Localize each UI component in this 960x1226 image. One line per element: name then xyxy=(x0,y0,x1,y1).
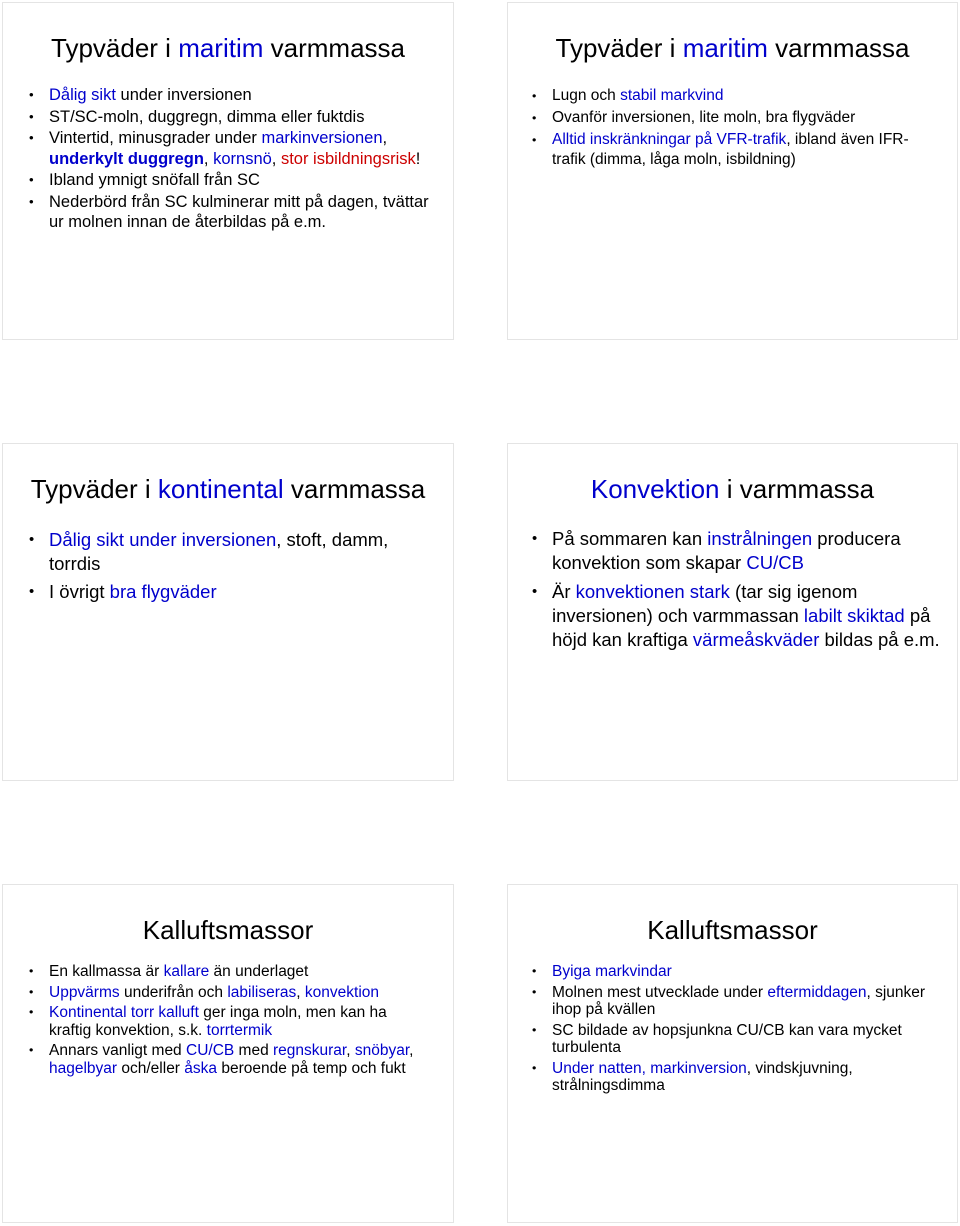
slide-5 xyxy=(2,884,454,1223)
text-run: bildas på e.m. xyxy=(819,629,940,650)
text-run: ! xyxy=(415,149,421,168)
text-run: under inversionen xyxy=(115,86,252,104)
text-run: och/eller xyxy=(117,1059,185,1077)
text-run: Typväder i xyxy=(555,33,683,63)
text-run: Vintertid, minusgrader under xyxy=(49,129,262,147)
slide-title xyxy=(3,915,453,945)
text-run: Typväder i xyxy=(51,33,179,63)
bullet-item xyxy=(29,984,429,1002)
bullet-item xyxy=(532,527,942,575)
text-run: konvektion xyxy=(304,983,380,1001)
text-run: varmmassa xyxy=(283,474,426,504)
text-run: varmmassa xyxy=(263,33,405,63)
text-run: Lugn och xyxy=(552,87,621,104)
text-run: Typväder i xyxy=(30,474,158,504)
text-run: , xyxy=(382,129,388,147)
text-run: torrtermik xyxy=(206,1021,273,1039)
bullet-item xyxy=(532,580,942,652)
text-run: producera konvektion som skapar xyxy=(552,528,901,573)
text-run: Kontinental torr kalluft xyxy=(49,1004,199,1021)
text-run: snöbyar xyxy=(354,1042,410,1059)
bullet-item xyxy=(532,86,942,106)
text-run: Konvektion xyxy=(590,474,720,504)
text-run: kornsnö xyxy=(213,149,272,168)
text-run: ST/SC-moln, duggregn, dimma eller fuktdis xyxy=(49,107,365,126)
text-run: , xyxy=(409,1042,414,1059)
text-run: , xyxy=(203,149,214,168)
text-run: SC bildade av hopsjunkna CU/CB kan vara mycket turbulenta xyxy=(552,1021,902,1056)
text-run: instrålningen xyxy=(707,528,813,549)
text-run: , ibland även IFR-trafik (dimma, låga moln, isbildning) xyxy=(552,131,909,168)
slide-6 xyxy=(507,884,958,1223)
text-run: Är xyxy=(552,581,576,602)
text-run: maritim xyxy=(178,33,264,63)
bullet-list xyxy=(29,963,429,1077)
text-run: CU/CB xyxy=(746,552,804,573)
text-run: kontinental xyxy=(157,474,284,504)
bullet-list xyxy=(532,963,942,1095)
text-run: Byiga markvindar xyxy=(552,963,672,980)
text-run: bra flygväder xyxy=(109,581,217,602)
text-run: Molnen mest utvecklade under xyxy=(552,983,768,1001)
bullet-item xyxy=(29,192,429,233)
text-run: , xyxy=(271,149,281,168)
slide-3 xyxy=(2,443,454,781)
bullet-item xyxy=(29,170,429,191)
text-run: labiliseras xyxy=(227,983,297,1001)
text-run: Uppvärms xyxy=(49,983,120,1001)
text-run: labilt skiktad xyxy=(803,605,905,626)
bullet-list xyxy=(532,527,942,652)
slide-title xyxy=(508,33,957,63)
text-run: konvektionen stark xyxy=(575,581,730,602)
bullet-item xyxy=(29,580,429,604)
text-run: markinversionen xyxy=(261,129,383,147)
slide-title xyxy=(508,915,957,945)
text-run: på höjd kan kraftiga xyxy=(552,605,931,650)
text-run: än underlaget xyxy=(209,963,309,980)
text-run: Nederbörd från SC kulminerar mitt på dagen, tvättar ur molnen innan de återbildas på e.m. xyxy=(49,192,429,231)
text-run: , vindskjuvning, strålningsdimma xyxy=(552,1059,853,1094)
text-run: Ibland ymnigt snöfall från SC xyxy=(49,171,260,189)
text-run: Dålig sikt xyxy=(49,86,116,104)
text-run: CU/CB xyxy=(186,1042,235,1059)
text-run: åska xyxy=(184,1059,218,1077)
bullet-item xyxy=(532,130,942,170)
slide-2 xyxy=(507,2,958,340)
slide-4 xyxy=(507,443,958,781)
bullet-item xyxy=(29,1004,429,1039)
text-run: Alltid inskränkningar på VFR-trafik xyxy=(552,131,787,148)
bullet-item xyxy=(532,984,942,1019)
text-run: Annars vanligt med xyxy=(49,1042,186,1059)
text-run: Dålig sikt under inversionen xyxy=(49,529,277,550)
slide-title xyxy=(3,33,453,63)
bullet-list xyxy=(29,528,429,604)
text-run: Kalluftsmassor xyxy=(142,915,314,945)
text-run: hagelbyar xyxy=(49,1059,118,1077)
text-run: , sjunker ihop på kvällen xyxy=(552,983,926,1018)
text-run: underifrån och xyxy=(119,983,228,1001)
text-run: eftermiddagen xyxy=(767,983,867,1001)
text-run: stor isbildningsrisk xyxy=(280,149,416,168)
bullet-item xyxy=(532,1022,942,1057)
bullet-item xyxy=(29,1042,429,1077)
text-run: maritim xyxy=(682,33,768,63)
text-run: beroende på temp och fukt xyxy=(217,1059,406,1077)
text-run: underkylt duggregn xyxy=(49,149,204,168)
bullet-item xyxy=(532,1060,942,1095)
text-run: , xyxy=(346,1042,355,1059)
text-run: stabil markvind xyxy=(620,87,724,104)
bullet-item xyxy=(29,963,429,981)
text-run: , stoft, damm, torrdis xyxy=(49,529,389,574)
text-run: Under natten, markinversion xyxy=(552,1059,747,1077)
text-run: Ovanför inversionen, lite moln, bra flygväder xyxy=(552,109,856,126)
text-run: En kallmassa är xyxy=(49,963,164,980)
text-run: (tar sig igenom inversionen) och varmmassan xyxy=(552,581,858,626)
text-run: Kalluftsmassor xyxy=(647,915,818,945)
bullet-item xyxy=(532,963,942,981)
bullet-item xyxy=(29,85,429,106)
text-run: På sommaren kan xyxy=(552,528,708,549)
bullet-list xyxy=(29,85,429,233)
text-run: i varmmassa xyxy=(719,474,875,504)
text-run: varmmassa xyxy=(767,33,910,63)
slide-title xyxy=(508,474,957,504)
text-run: ger inga moln, men kan ha kraftig konvektion, s.k. xyxy=(49,1004,387,1039)
bullet-list xyxy=(532,86,942,170)
slide-1 xyxy=(2,2,454,340)
text-run: I övrigt xyxy=(49,581,110,602)
bullet-item xyxy=(29,107,429,128)
text-run: regnskurar xyxy=(273,1042,347,1059)
slide-title xyxy=(3,474,453,504)
text-run: värmeåskväder xyxy=(692,629,820,650)
text-run: med xyxy=(234,1042,273,1059)
text-run: kallare xyxy=(163,963,210,980)
text-run: , xyxy=(296,983,305,1001)
bullet-item xyxy=(29,528,429,576)
bullet-item xyxy=(532,108,942,128)
bullet-item xyxy=(29,128,429,169)
